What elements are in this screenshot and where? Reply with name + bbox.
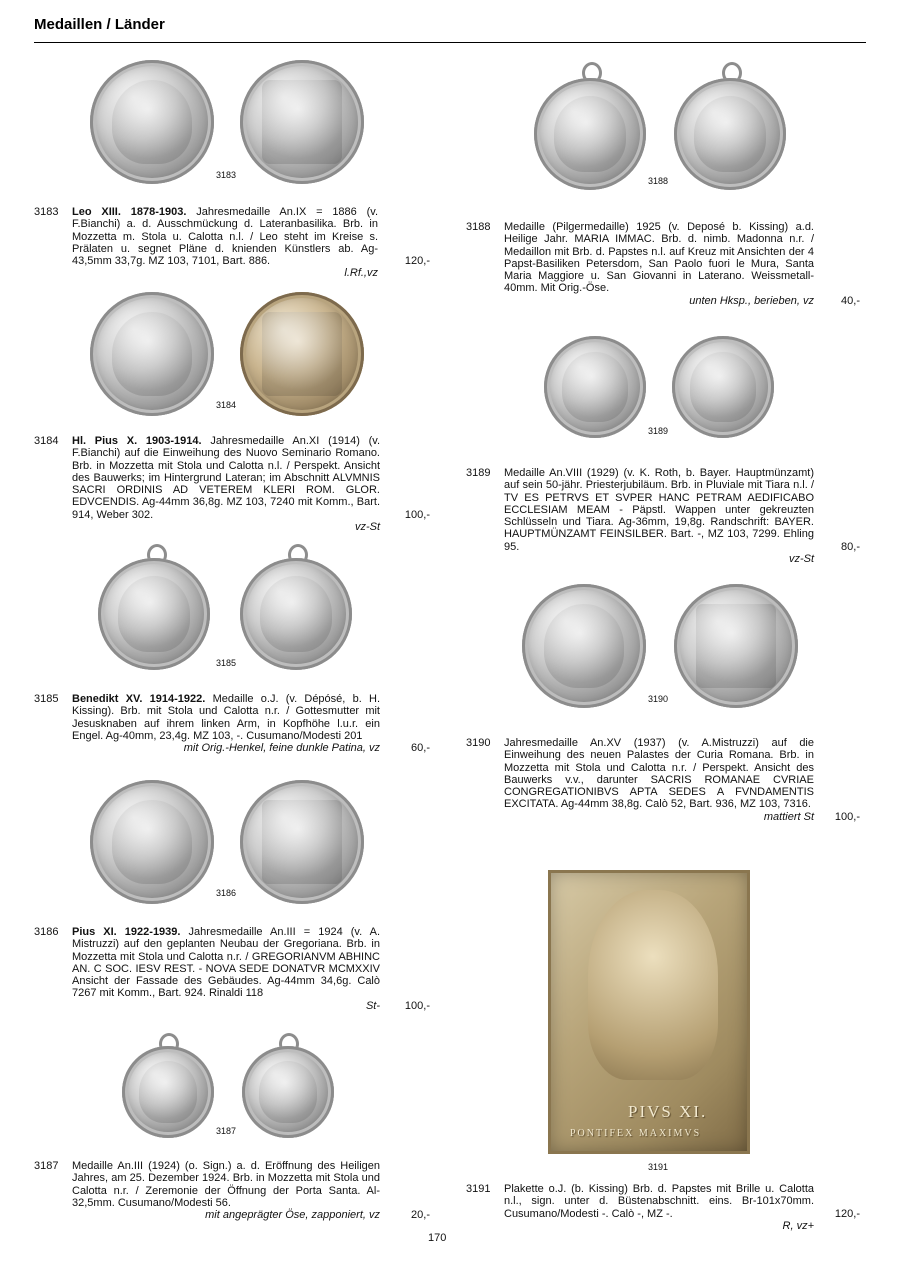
- lot-condition: mattiert St: [763, 810, 814, 823]
- lot-3184-description: [34, 435, 430, 535]
- lot-3188-reverse-image: [674, 78, 786, 190]
- lot-3185-obverse-image: [98, 558, 210, 670]
- plaque-portrait: [588, 890, 718, 1080]
- lot-3187-obverse-image: [122, 1046, 214, 1138]
- lot-text: Plakette o.J. (b. Kissing) Brb. d. Papstes mit Brille u. Calotta n.l., sign. unter d. Büstenabschnitt. eins. Br-101x70mm. Cusumano/Modesti -. Calò -, MZ -.: [504, 1183, 814, 1220]
- lot-text: Medaille o.J. (v. Dépósé, b. H. Kissing). Brb. mit Stola und Calotta n.r. / Gottesmutter mit Jesusknaben auf ihrem linken Arm, in Kopfhöhe l.u.r. ein Engel. Ag-40mm, 23,4g. MZ 103, -. Cusumano/Modesti 201: [72, 693, 380, 742]
- lot-title: Pius XI. 1922-1939.: [72, 926, 181, 938]
- lot-3186-reverse-image: [240, 780, 364, 904]
- lot-number: 3191: [466, 1183, 491, 1195]
- lot-title: Leo XIII. 1878-1903.: [72, 206, 187, 218]
- lot-3191-plaque-image: [548, 870, 750, 1154]
- lot-3183-image-label: 3183: [216, 170, 237, 180]
- plaque-inscription-name: PIVS XI.: [628, 1102, 708, 1121]
- lot-3189-reverse-image: [672, 336, 774, 438]
- lot-title: Hl. Pius X. 1903-1914.: [72, 435, 202, 447]
- lot-condition: vz-St: [788, 553, 814, 566]
- lot-text: Jahresmedaille An.III = 1924 (v. A. Mistruzzi) auf den geplanten Neubau der Gregoriana. Brb. in Mozzetta mit Stola und Calotta n.r. / GREGORIANVM ABHINC AN. C SOC. IESV REST. - NOVA SEDE DONATVR MCMXXIV Ansicht der Fassade des Gebäudes. Ag-44mm 34,6g. Calò 7267 mit Komm., Bart. 924. Rinaldi 118: [72, 926, 381, 1000]
- lot-number: 3189: [466, 467, 491, 479]
- lot-3184-reverse-image: [240, 292, 364, 416]
- lot-condition: mit Orig.-Henkel, feine dunkle Patina, vz: [183, 742, 380, 755]
- lot-condition: mit angeprägter Öse, zapponiert, vz: [205, 1209, 380, 1222]
- lot-3186-description: [34, 926, 430, 1014]
- lot-text: Jahresmedaille An.IX = 1886 (v. F.Bianchi) a. d. Ausschmückung d. Lateranbasilika. Brb. in Mozzetta m. Stola u. Calotta n.l. / Leo steht im Kreise s. Prälaten u. segnet Pläne d. knienden Künstlers ab. Ag-43,5mm 33,7g. MZ 103, 7101, Bart. 886.: [72, 206, 378, 268]
- lot-number: 3183: [34, 206, 59, 218]
- lot-condition: l.Rf.,vz: [344, 267, 378, 280]
- lot-condition: St-: [365, 999, 380, 1012]
- lot-price: 120,-: [834, 1208, 860, 1220]
- lot-3188-image-label: 3188: [648, 176, 669, 186]
- lot-price: 40,-: [841, 295, 860, 307]
- lot-3187-description: [34, 1160, 430, 1222]
- lot-condition: vz-St: [354, 521, 380, 534]
- lot-3186-obverse-image: [90, 780, 214, 904]
- lot-3187-image-label: 3187: [216, 1126, 237, 1136]
- lot-3188-description: [466, 221, 866, 309]
- lot-3183-reverse-image: [240, 60, 364, 184]
- lot-3184-image-label: 3184: [216, 400, 237, 410]
- lot-3184-obverse-image: [90, 292, 214, 416]
- lot-3190-obverse-image: [522, 584, 646, 708]
- lot-3190-description: [466, 737, 866, 825]
- lot-number: 3188: [466, 221, 491, 233]
- lot-title: Benedikt XV. 1914-1922.: [72, 693, 206, 705]
- header-divider: [34, 42, 866, 43]
- lot-condition: unten Hksp., berieben, vz: [689, 294, 814, 307]
- lot-number: 3186: [34, 926, 59, 938]
- lot-text: Medaille An.VIII (1929) (v. K. Roth, b. Bayer. Hauptmünzamt) auf sein 50-jähr. Priesterjubiläum. Brb. in Pluviale mit Tiara n.l. / TV ES PETRVS ET SVPER HANC PETRAM AEDIFICABO ECCLESIAM MEAM - Päpstl. Wappen unter gekreuzten Schlüsseln und Tiara. Ag-36mm, 19,8g. Randschrift: BAYER. HAUPTMÜNZAMT FEINSILBER. Bart. -, MZ 103, 7299. Ehling 95.: [504, 467, 814, 553]
- lot-price: 120,-: [404, 255, 430, 267]
- lot-price: 100,-: [404, 509, 430, 521]
- page-number: 170: [428, 1232, 447, 1244]
- lot-number: 3184: [34, 435, 59, 447]
- lot-price: 100,-: [834, 811, 860, 823]
- lot-number: 3185: [34, 693, 59, 705]
- lot-3189-image-label: 3189: [648, 426, 669, 436]
- lot-3190-image-label: 3190: [648, 694, 669, 704]
- lot-3185-description: [34, 693, 430, 755]
- lot-3190-reverse-image: [674, 584, 798, 708]
- lot-price: 100,-: [404, 1000, 430, 1012]
- lot-price: 80,-: [841, 541, 860, 553]
- lot-3183-description: [34, 206, 430, 280]
- plaque-inscription-title: PONTIFEX MAXIMVS: [570, 1128, 702, 1139]
- lot-3189-obverse-image: [544, 336, 646, 438]
- lot-number: 3190: [466, 737, 491, 749]
- lot-3187-reverse-image: [242, 1046, 334, 1138]
- lot-3189-description: [466, 467, 866, 566]
- lot-price: 60,-: [411, 742, 430, 754]
- lot-3186-image-label: 3186: [216, 888, 237, 898]
- lot-text: Medaille (Pilgermedaille) 1925 (v. Deposé b. Kissing) a.d. Heilige Jahr. MARIA IMMAC. Brb. d. nimb. Madonna n.r. / Medaillon mit Brb. d. Papstes n.l. auf Kreuz mit Ansichten der 4 Papst-Basiliken Petersdom, San Paolo fuori le Mura, Santa Maria Maggiore u. San Giovanni in Laterano. Weissmetall-40mm. Mit Orig.-Öse.: [504, 221, 814, 295]
- lot-number: 3187: [34, 1160, 59, 1172]
- lot-text: Jahresmedaille An.XI (1914) (v. F.Bianchi) auf die Einweihung des Nuovo Seminario Romano. Brb. in Mozzetta mit Stola und Calotta n.l. / Perspekt. Ansicht des Bauwerks; im Hintergrund Lateran; im Abschnitt ALVMNIS SACRI ORDINIS AD VETEREM KLERI ROM. GLOR. EDVCENDIS. Ag-44mm 36,8g. MZ 103, 7240 mit Komm., Bart. 914, Weber 302.: [72, 435, 381, 521]
- lot-condition: R, vz+: [782, 1219, 814, 1232]
- lot-price: 20,-: [411, 1209, 430, 1221]
- lot-3185-image-label: 3185: [216, 658, 237, 668]
- lot-3185-reverse-image: [240, 558, 352, 670]
- lot-3191-description: [466, 1183, 866, 1232]
- lot-text: Jahresmedaille An.XV (1937) (v. A.Mistruzzi) auf die Einweihung des neuen Palastes der Curia Romana. Brb. in Mozzetta mit Stola und Calotta n.r. / Perspekt. Ansicht des Bauwerks v.v., darunter SACRIS ROMANAE CVRIAE CONGREGATIONIBVS APTA SEDES A FVNDAMENTIS EXCITATA. Ag-44mm 38,8g. Calò 52, Bart. 936, MZ 103, 7316.: [504, 737, 814, 811]
- page-title: Medaillen / Länder: [34, 16, 165, 33]
- lot-3188-obverse-image: [534, 78, 646, 190]
- lot-3183-obverse-image: [90, 60, 214, 184]
- lot-3191-image-label: 3191: [648, 1162, 669, 1172]
- lot-text: Medaille An.III (1924) (o. Sign.) a. d. Eröffnung des Heiligen Jahres, am 25. Dezember 1924. Brb. in Mozzetta mit Stola und Calotta n.r. / Zeremonie der Öffnung der Porta Santa. Al-32,5mm. Cusumano/Modesti 56.: [72, 1160, 380, 1209]
